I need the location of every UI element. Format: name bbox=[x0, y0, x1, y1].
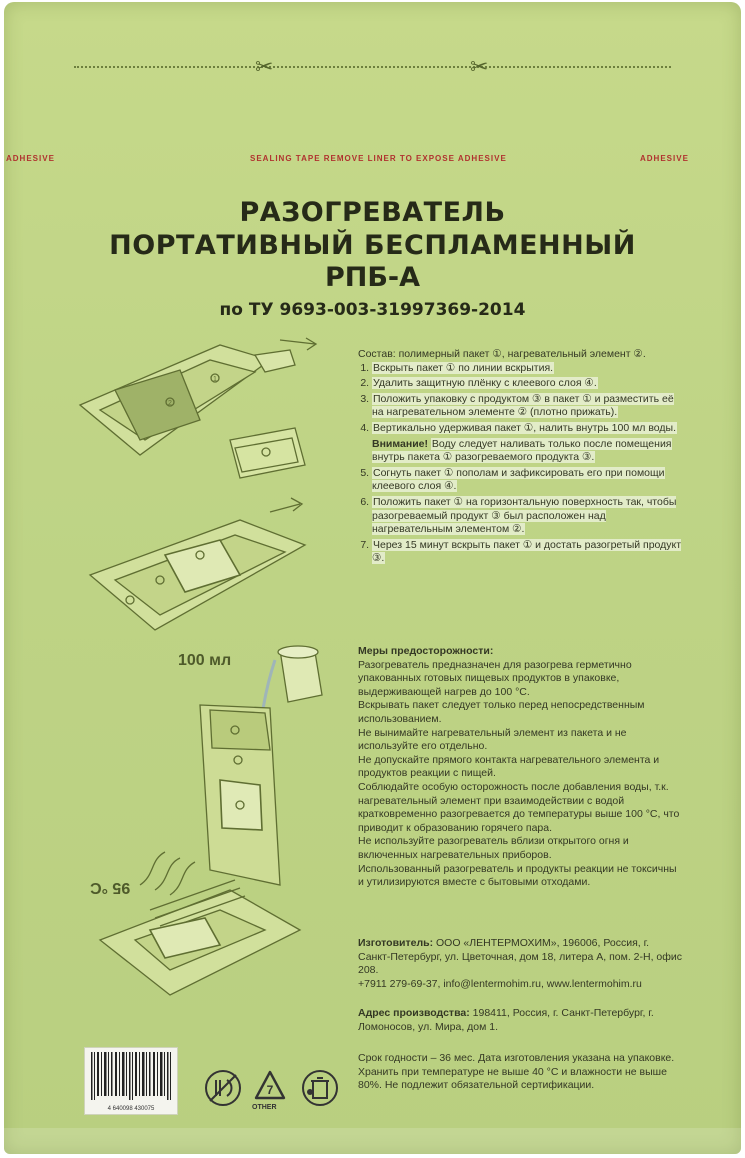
precaution-item: Не вынимайте нагревательный элемент из пакета и не используйте его отдельно. bbox=[358, 726, 627, 753]
step-item bbox=[372, 467, 683, 494]
step-text: Положить упаковку с продуктом ③ в пакет ① и разместить её на нагревательном элементе ② (плотно прижать). bbox=[372, 392, 674, 419]
step-text: Вертикально удерживая пакет ①, налить внутрь 100 мл воды. bbox=[373, 421, 676, 434]
barcode-bars bbox=[89, 1052, 173, 1100]
manufacturer-block bbox=[358, 937, 683, 991]
step-item bbox=[372, 539, 683, 566]
shelf-life-text: Срок годности – 36 мес. Дата изготовления указана на упаковке. Хранить при температуре не выше 40 °С и влажности не выше 80%. Не подлежит обязательной сертификации. bbox=[358, 1052, 675, 1092]
temperature-label: 95 °С bbox=[90, 879, 131, 896]
precaution-item: Не допускайте прямого контакта нагревательного элемента и продуктов реакции с пищей. bbox=[358, 753, 660, 780]
manufacturer-text: ООО «ЛЕНТЕРМОХИМ», 196006, Россия, г. Санкт-Петербург, ул. Цветочная, дом 18, литера А, пом. 2-Н, офис 208. bbox=[358, 937, 683, 977]
step-item bbox=[372, 362, 683, 376]
manufacturer-contact: +7911 279-69-37, info@lentermohim.ru, www.lentermohim.ru bbox=[358, 977, 642, 990]
shelf-life-block bbox=[358, 1052, 683, 1093]
precaution-item: Разогреватель предназначен для разогрева герметично упакованных готовых пищевых продуктов в упаковке, выдерживающей нагрев до 100 °С. bbox=[358, 658, 632, 698]
product-model: РПБ-А bbox=[324, 262, 421, 293]
svg-text:1: 1 bbox=[213, 376, 217, 383]
precaution-item: Вскрывать пакет следует только перед непосредственным использованием. bbox=[358, 699, 645, 725]
warning-text: Воду следует наливать только после помещения внутрь пакета ① разогреваемого продукта ③. bbox=[372, 437, 672, 464]
usage-diagram bbox=[60, 330, 350, 1030]
bottom-seal bbox=[4, 1128, 741, 1154]
step-item bbox=[372, 422, 683, 436]
production-block bbox=[358, 1007, 683, 1034]
step-item bbox=[372, 393, 683, 420]
food-safe-icon bbox=[203, 1068, 243, 1108]
step-text: Через 15 минут вскрыть пакет ① и достать разогретый продукт ③. bbox=[372, 538, 682, 565]
step-text: Согнуть пакет ① пополам и зафиксировать его при помощи клеевого слоя ④. bbox=[372, 466, 665, 493]
composition-text: Состав: полимерный пакет ①, нагревательный элемент ②. bbox=[358, 348, 646, 360]
sealing-tape-strip bbox=[0, 152, 745, 166]
scissors-icon: ✂ bbox=[470, 54, 489, 79]
tape-text: SEALING TAPE REMOVE LINER TO EXPOSE ADHESIVE bbox=[250, 154, 507, 163]
step-item bbox=[372, 496, 683, 537]
tear-line bbox=[74, 66, 671, 68]
precautions-block bbox=[358, 645, 683, 890]
trash-bin-icon bbox=[300, 1068, 340, 1108]
step-item bbox=[372, 377, 683, 391]
barcode-number: 4 640098 430075 bbox=[107, 1106, 155, 1112]
precaution-item: Использованный разогреватель и продукты реакции не токсичны и утилизируются вместе с бытовыми отходами. bbox=[358, 862, 677, 889]
step-text: Положить пакет ① на горизонтальную поверхность так, чтобы разогреваемый продукт ③ был расположен над нагревательным элементом ②. bbox=[372, 495, 677, 536]
product-title-line1: РАЗОГРЕВАТЕЛЬ bbox=[239, 197, 506, 228]
warning-note bbox=[372, 438, 683, 465]
tape-text: ADHESIVE bbox=[6, 154, 55, 163]
step-text: Вскрыть пакет ① по линии вскрытия. bbox=[373, 361, 554, 374]
barcode bbox=[84, 1047, 178, 1115]
usage-illustrations bbox=[60, 330, 350, 1030]
steps-list-continued bbox=[358, 467, 683, 566]
production-label: Адрес производства: bbox=[358, 1007, 470, 1019]
svg-text:2: 2 bbox=[168, 400, 172, 407]
precaution-item: Не используйте разогреватель вблизи открытого огня и включенных нагревательных приборов. bbox=[358, 835, 629, 861]
product-spec: по ТУ 9693-003-31997369-2014 bbox=[219, 300, 526, 320]
production-text: 198411, Россия, г. Санкт-Петербург, г. Ломоносов, ул. Мира, дом 1. bbox=[358, 1007, 654, 1033]
manufacturer-label: Изготовитель: bbox=[358, 937, 434, 949]
water-volume-label: 100 мл bbox=[178, 652, 232, 669]
recycle-code-label: OTHER bbox=[252, 1104, 277, 1111]
tape-text: ADHESIVE bbox=[640, 154, 689, 163]
scissors-icon: ✂ bbox=[255, 54, 274, 79]
precaution-item: Соблюдайте особую осторожность после добавления воды, т.к. нагревательный элемент при взаимодействии с водой кратковременно разогревается до температуры выше 100 °С, что приводит к образованию горячего пара. bbox=[358, 780, 680, 834]
warning-label: Внимание! bbox=[372, 437, 428, 450]
product-title-line2: ПОРТАТИВНЫЙ БЕСПЛАМЕННЫЙ bbox=[109, 230, 636, 261]
step-text: Удалить защитную плёнку с клеевого слоя ④. bbox=[373, 377, 597, 390]
recycle-icon bbox=[250, 1068, 290, 1108]
svg-text:7: 7 bbox=[266, 1083, 274, 1097]
precautions-heading: Меры предосторожности: bbox=[358, 645, 494, 657]
instructions-block bbox=[358, 348, 683, 568]
steps-list bbox=[358, 362, 683, 436]
